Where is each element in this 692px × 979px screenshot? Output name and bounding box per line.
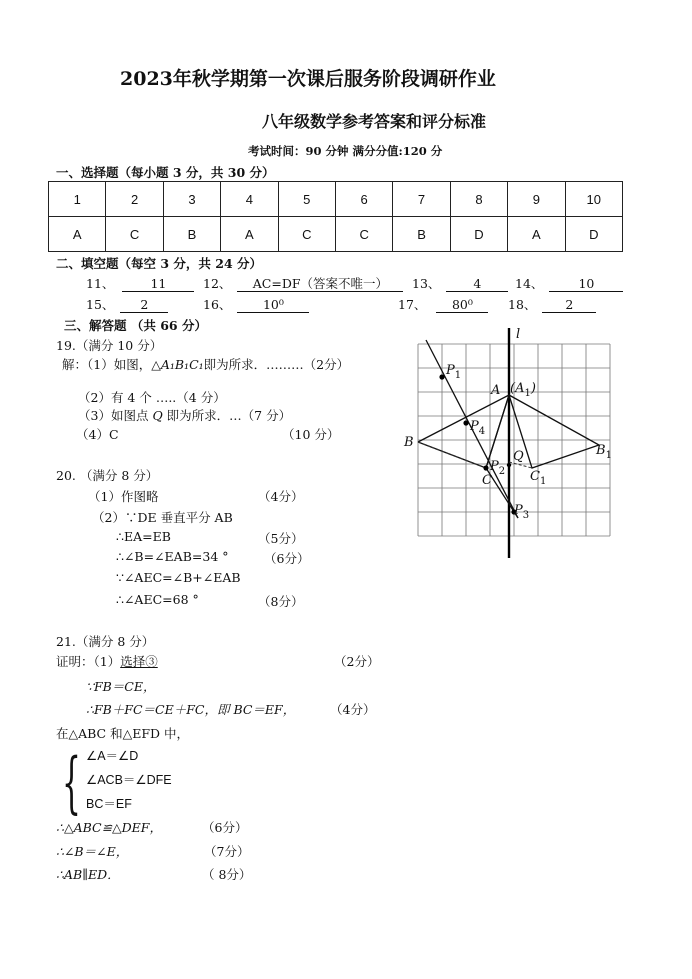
q20-line1: （1）作图略 xyxy=(88,489,159,504)
q21-condition1: ∠A＝∠D xyxy=(86,749,139,763)
table-cell: 6 xyxy=(335,182,392,217)
table-cell: 1 xyxy=(49,182,106,217)
q20-line4-score: （6分） xyxy=(264,551,310,566)
q21-line7-score: （ 8分） xyxy=(202,867,252,882)
table-cell: A xyxy=(508,217,565,252)
label-l: l xyxy=(516,327,521,342)
table-cell: D xyxy=(565,217,622,252)
label-q: Q xyxy=(513,449,524,464)
q19-line4: （4）C xyxy=(76,427,119,442)
q20-line6: ∴∠AEC=68 ° xyxy=(116,592,199,607)
q19-line3-suffix: 即为所求．…（7 分） xyxy=(162,408,292,423)
q21-line1-prefix: 证明：（1） xyxy=(56,654,121,669)
fill-number: 18、 xyxy=(508,297,537,312)
fill-answer: AC=DF（答案不唯一） xyxy=(237,276,403,292)
q19-line2: （2）有 4 个 …..（4 分） xyxy=(78,390,226,405)
q19-line3 xyxy=(78,406,291,424)
q20-line5: ∵∠AEC=∠B+∠EAB xyxy=(116,570,241,585)
label-b1: $B_1$ xyxy=(596,443,612,461)
geometry-figure xyxy=(396,322,616,562)
brace-icon: { xyxy=(62,744,81,821)
fill-answer: 10⁰ xyxy=(237,297,309,313)
label-p2: $P_2$ xyxy=(490,459,506,477)
document-title: 2023年秋学期第一次课后服务阶段调研作业 xyxy=(120,68,496,90)
fill-item xyxy=(515,274,623,292)
q20-heading: 20. （满分 8 分） xyxy=(56,468,159,483)
q20-line3-score: （5分） xyxy=(258,531,304,546)
q19-point-q: Q xyxy=(152,408,163,423)
fill-number: 11、 xyxy=(86,276,115,291)
q21-line7: ∴AB∥ED． xyxy=(56,867,120,882)
q19-line1-suffix: 即为所求．………（2分） xyxy=(203,357,350,372)
fill-item xyxy=(412,274,508,292)
table-cell: 10 xyxy=(565,182,622,217)
q19-triangle: △A₁B₁C₁ xyxy=(151,357,204,372)
q21-condition3: BC＝EF xyxy=(86,797,132,811)
table-cell: 3 xyxy=(163,182,220,217)
q21-line5-score: （6分） xyxy=(202,820,248,835)
fill-number: 13、 xyxy=(412,276,441,291)
label-b: B xyxy=(404,435,414,450)
fill-number: 17、 xyxy=(398,297,427,312)
answer-table xyxy=(48,181,623,252)
q21-heading: 21.（满分 8 分） xyxy=(56,634,155,649)
fill-number: 12、 xyxy=(203,276,232,291)
q19-heading: 19.（满分 10 分） xyxy=(56,338,163,353)
exam-info: 考试时间：90 分钟 满分分值:120 分 xyxy=(248,144,443,158)
q21-choice: 选择③ xyxy=(120,654,158,669)
q19-line1-prefix: 解：（1）如图， xyxy=(62,357,152,372)
table-cell: 2 xyxy=(106,182,163,217)
table-cell: C xyxy=(106,217,163,252)
fill-item xyxy=(86,274,194,292)
fill-answer: 4 xyxy=(446,276,508,292)
q21-condition2: ∠ACB＝∠DFE xyxy=(86,773,172,787)
table-cell: B xyxy=(393,217,450,252)
q20-line3: ∴EA=EB xyxy=(116,529,171,544)
section3-heading: 三、解答题 （共 66 分） xyxy=(64,318,207,333)
table-cell: A xyxy=(221,217,278,252)
q21-line3: ∴FB＋FC＝CE＋FC，即 BC＝EF， xyxy=(86,702,296,717)
point-q xyxy=(507,463,511,467)
fill-answer: 2 xyxy=(120,297,168,313)
fill-item xyxy=(508,295,596,313)
q21-line6-score: （7分） xyxy=(204,844,250,859)
label-a1: $(A_1)$ xyxy=(510,381,536,399)
q19-line1 xyxy=(62,355,349,373)
q21-line1-score: （2分） xyxy=(334,654,380,669)
q20-line2: （2）∵DE 垂直平分 AB xyxy=(92,510,233,525)
fill-item xyxy=(86,295,168,313)
table-cell: 4 xyxy=(221,182,278,217)
label-p4: $P_4$ xyxy=(470,419,486,437)
q21-line1 xyxy=(56,652,158,670)
label-c: C xyxy=(482,473,492,488)
table-cell: 7 xyxy=(393,182,450,217)
q20-line6-score: （8分） xyxy=(258,594,304,609)
q21-line3-score: （4分） xyxy=(330,702,376,717)
fill-answer: 2 xyxy=(542,297,596,313)
label-c1: $C_1$ xyxy=(530,469,547,487)
fill-item xyxy=(398,295,488,313)
point-p4 xyxy=(463,420,468,425)
table-row xyxy=(49,217,623,252)
q21-line6: ∴∠B＝∠E， xyxy=(56,844,129,859)
table-cell: C xyxy=(278,217,335,252)
fill-answer: 10 xyxy=(549,276,623,292)
table-row xyxy=(49,182,623,217)
document-subtitle: 八年级数学参考答案和评分标准 xyxy=(262,112,487,131)
table-cell: 5 xyxy=(278,182,335,217)
table-cell: 8 xyxy=(450,182,507,217)
fill-answer: 80⁰ xyxy=(436,297,488,313)
label-p3: $P_3$ xyxy=(514,503,530,521)
q21-line4: 在△ABC 和△EFD 中， xyxy=(56,726,190,741)
q20-line4: ∴∠B=∠EAB=34 ° xyxy=(116,549,229,564)
q21-line5: ∴△ABC≌△DEF， xyxy=(56,820,162,835)
table-cell: 9 xyxy=(508,182,565,217)
point-p2 xyxy=(483,465,488,470)
table-cell: D xyxy=(450,217,507,252)
section2-heading: 二、填空题（每空 3 分，共 24 分） xyxy=(56,256,263,271)
section1-heading: 一、选择题（每小题 3 分，共 30 分） xyxy=(56,165,275,180)
fill-number: 15、 xyxy=(86,297,115,312)
table-cell: A xyxy=(49,217,106,252)
fill-number: 14、 xyxy=(515,276,544,291)
q19-line3-prefix: （3）如图点 xyxy=(78,408,153,423)
q21-line2: ∵FB＝CE， xyxy=(86,679,156,694)
label-a: A xyxy=(491,383,501,398)
fill-answer: 11 xyxy=(122,276,194,292)
label-p1: $P_1$ xyxy=(446,363,462,381)
point-p1 xyxy=(439,374,444,379)
table-cell: B xyxy=(163,217,220,252)
fill-number: 16、 xyxy=(203,297,232,312)
q19-line4-score: （10 分） xyxy=(282,427,340,442)
fill-item xyxy=(203,274,403,292)
q20-line1-score: （4分） xyxy=(258,489,304,504)
table-cell: C xyxy=(335,217,392,252)
fill-item xyxy=(203,295,309,313)
